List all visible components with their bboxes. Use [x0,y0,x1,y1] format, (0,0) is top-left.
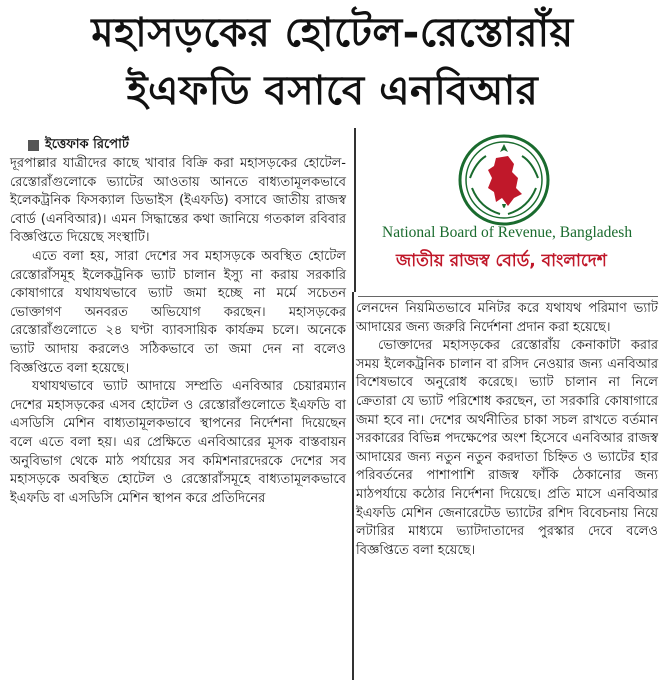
headline-line-2: ইএফডি বসাবে এনবিআর [126,68,539,114]
paragraph-2: এতে বলা হয়, সারা দেশের সব মহাসড়কে অবস্থিত হোটেল রেস্তোরাঁসমূহ ইলেকট্রনিক ভ্যাট চালান ইস্যু না করায় সরকারি কোষাগারে যথাযথভাবে ভ্যাট জমা হচ্ছে না মর্মে সচেতন ভোক্তাগণ অনবরত অভিযোগ করছেন। মহাসড়কের রেস্তোরাঁগুলোতে ২৪ ঘণ্টা ব্যাবসায়িক কার্যক্রম চলে। অনেকে ভ্যাট আদায় করলেও সঠিকভাবে তা জমা দেন না বলেও বিজ্ঞপ্তিতে বলা হয়েছে। [10,248,346,376]
headline [0,4,665,120]
square-bullet-icon [28,140,39,151]
nbr-logo [354,128,658,292]
nbr-name-bangla: জাতীয় রাজস্ব বোর্ড, বাংলাদেশ [396,251,607,271]
paragraph-5: ভোক্তাদের মহাসড়কের রেস্তোরাঁয় কেনাকাটা করার সময় ইলেকট্রনিক চালান বা রসিদ নেওয়ার জন্য এনবিআর বিশেষভাবে অনুরোধ করেছে। ভ্যাট চালান না নিলে ক্রেতারা যে ভ্যাট পরিশোধ করছেন, তা সরকারি কোষাগারে জমা হবে না। দেশের অর্থনীতির চাকা সচল রাখতে বর্তমান সরকারের বিভিন্ন পদক্ষেপের অংশ হিসেবে এনবিআর রাজস্ব আদায়ের জন্য নতুন নতুন করদাতা চিহ্নিত ও ভ্যাটের হার পরিবর্তনের পাশাপাশি রাজস্ব ফাঁকি ঠেকানোর জন্য মাঠপর্যায়ে কঠোর নির্দেশনা দিয়েছে। প্রতি মাসে এনবিআর ইএফডি মেশিন জেনারেটেড ভ্যাটের রশিদ বিবেচনায় নিয়ে লটারির মাধ্যমে ভ্যাটদাতাদের পুরস্কার দেবে বলেও বিজ্ঞপ্তিতে বলা হয়েছে। [356,338,658,558]
nbr-name-english: National Board of Revenue, Bangladesh [382,224,633,241]
paragraph-1: দূরপাল্লার যাত্রীদের কাছে খাবার বিক্রি করা মহাসড়কের হোটেল-রেস্তোরাঁগুলোকে ভ্যাটের আওতায় আনতে বাধ্যতামূলকভাবে ইলেকট্রনিক ফিসক্যাল ডিভাইস (ইএফডি) বসাবে জাতীয় রাজস্ব বোর্ড (এনবিআর)। এমন সিদ্ধান্তের কথা জানিয়ে গতকাল রবিবার বিজ্ঞপ্তিতে দিয়েছে সংস্থাটি। [10,156,346,246]
column-divider [352,292,354,680]
right-column [356,300,658,560]
paragraph-4: লেনদেন নিয়মিতভাবে মনিটর করে যথাযথ পরিমাণ ভ্যাট আদায়ের জন্য জরুরি নির্দেশনা প্রদান করা হয়েছে। [356,301,658,335]
left-column [10,135,346,508]
headline-line-1: মহাসড়কের হোটেল-রেস্তোরাঁয় [91,10,574,56]
paragraph-3: যথাযথভাবে ভ্যাট আদায়ে সম্প্রতি এনবিআর চেয়ারম্যান দেশের মহাসড়কের এসব হোটেল ও রেস্তোরাঁগুলোতে ইএফডি বা এসডিসি মেশিন বাধ্যতামূলকভাবে স্থাপনের নির্দেশনা দিয়েছেন বলে এতে বলা হয়। এর প্রেক্ষিতে এনবিআরের মূসক বাস্তবায়ন অনুবিভাগ থেকে মাঠ পর্যায়ের সব কমিশনারদেরকে দেশের সব মহাসড়কে অবস্থিত হোটেল ও রেস্তোরাঁসমূহে বাধ্যতামূলকভাবে ইএফডি বা এসডিসি মেশিন স্থাপন করে প্রতিদিনের [10,379,346,506]
reporter-name: ইত্তেফাক রিপোর্ট [45,137,129,152]
reporter-byline [10,135,346,155]
right-column-rule [358,296,658,297]
nbr-emblem-icon [456,132,552,228]
